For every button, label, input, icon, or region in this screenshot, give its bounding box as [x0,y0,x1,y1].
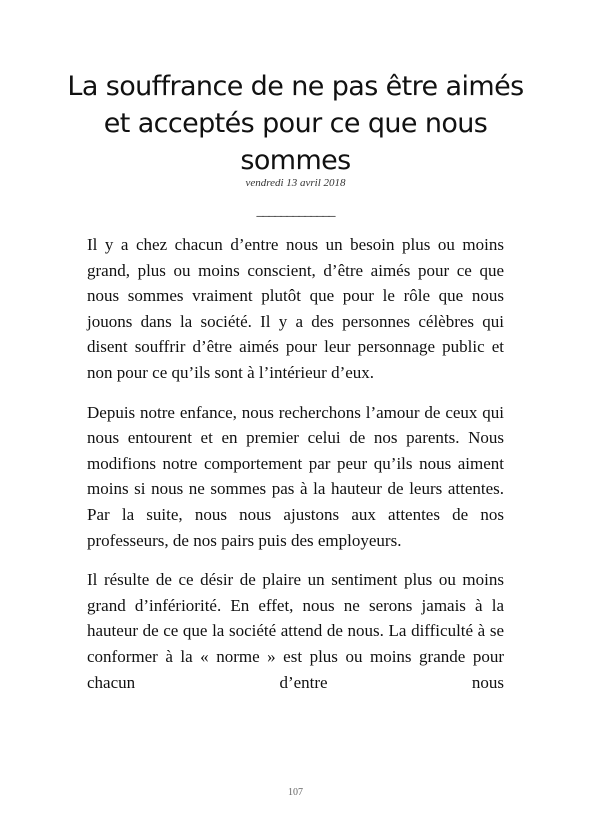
article-date: vendredi 13 avril 2018 [245,177,346,189]
title-separator: _____________ [256,204,335,219]
page-number: 107 [288,787,303,798]
page-title: La souffrance de ne pas être aimés et acceptés pour ce que nous sommes [67,71,524,176]
paragraph-2: Depuis notre enfance, nous recherchons l’amour de ceux qui nous entourent et en premier celui de nos parents. Nous modifions notre comportement par peur qu’ils nous aiment moins si nous ne sommes pas à la hauteur de leurs attentes. Par la suite, nous nous ajustons aux attentes de nos professeurs, de nos pairs puis des employeurs. [87,402,504,550]
paragraph-1: Il y a chez chacun d’entre nous un besoin plus ou moins grand, plus ou moins conscient, d’être aimés pour ce que nous sommes vraiment plutôt que pour le rôle que nous jouons dans la société. Il y a des personnes célèbres qui disent souffrir d’être aimés pour leur personnage public et non pour ce qu’ils sont à l’intérieur d’eux. [87,235,504,382]
paragraph-3: Il résulte de ce désir de plaire un sentiment plus ou moins grand d’infériorité. En effet, nous ne serons jamais à la hauteur de ce que la société attend de nous. La difficulté à se conformer à la « norme » est plus ou moins grande pour chacun d’entre nous [87,570,504,692]
article-body [87,232,504,709]
